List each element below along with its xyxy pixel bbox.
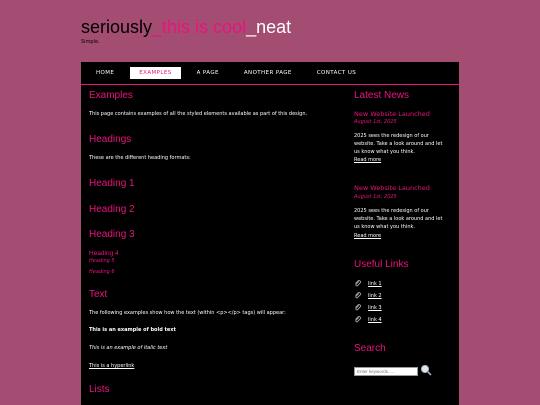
italic-text-example: This is an example of italic text [89, 345, 168, 351]
page-title: Examples [89, 90, 133, 101]
search-icon[interactable] [420, 364, 432, 376]
useful-links-title: Useful Links [354, 259, 409, 270]
logo-part-2: _this is cool [152, 17, 247, 37]
news-date-2: August 1st, 2025 [354, 194, 397, 200]
news-read-more-1[interactable]: Read more [354, 157, 382, 163]
heading-3-example: Heading 3 [89, 229, 135, 240]
heading-5-example: Heading 5 [89, 258, 115, 264]
site-slogan: Simple. [81, 39, 100, 45]
useful-link-label: link 2 [368, 292, 382, 299]
news-title-2: New Website Launched [354, 184, 430, 192]
news-text-1-line1: 2025 sees the redesign of our [354, 133, 429, 139]
useful-link-2[interactable] [354, 292, 382, 299]
news-text-2-line1: 2025 sees the redesign of our [354, 208, 429, 214]
menubar [81, 62, 459, 85]
heading-1-example: Heading 1 [89, 178, 135, 189]
lists-title: Lists [89, 384, 110, 395]
news-read-more-2[interactable]: Read more [354, 233, 382, 239]
useful-link-4[interactable] [354, 316, 382, 323]
search-input[interactable] [354, 367, 418, 376]
site-container [81, 62, 459, 405]
useful-link-3[interactable] [354, 304, 382, 311]
paperclip-icon [354, 316, 361, 323]
logo-part-1: seriously [81, 17, 153, 37]
menu-item-examples[interactable]: EXAMPLES [130, 67, 180, 79]
heading-6-example: Heading 6 [89, 269, 115, 275]
headings-title: Headings [89, 134, 132, 145]
useful-link-label: link 4 [368, 316, 382, 323]
headings-intro: These are the different heading formats: [89, 155, 191, 161]
paperclip-icon [354, 292, 361, 299]
intro-text: This page contains examples of all the styled elements available as part of this design. [89, 111, 308, 117]
paperclip-icon [354, 304, 361, 311]
news-text-1-line2: website. Take a look around and let [354, 141, 443, 147]
news-text-2-line3: us know what you think. [354, 224, 415, 230]
site-logo[interactable] [81, 16, 291, 38]
menu-item-a-page[interactable]: A PAGE [196, 70, 219, 76]
logo-part-3: _neat [246, 17, 292, 37]
useful-link-label: link 1 [368, 280, 382, 287]
heading-4-example: Heading 4 [89, 250, 119, 257]
useful-link-label: link 3 [368, 304, 382, 311]
menu-item-contact-us[interactable]: CONTACT US [316, 70, 357, 76]
news-text-1-line3: us know what you think. [354, 149, 415, 155]
bold-text-example: This is an example of bold text [89, 327, 176, 333]
menu-item-home[interactable]: HOME [96, 70, 115, 76]
useful-link-1[interactable] [354, 280, 382, 287]
search-title: Search [354, 343, 386, 354]
text-intro: The following examples show how the text (within <p></p> tags) will appear: [89, 310, 286, 316]
latest-news-title: Latest News [354, 90, 410, 101]
news-date-1: August 1st, 2025 [354, 119, 397, 125]
menu-item-another-page[interactable]: ANOTHER PAGE [243, 70, 292, 76]
news-title-1: New Website Launched [354, 110, 430, 118]
paperclip-icon [354, 280, 361, 287]
text-title: Text [89, 289, 108, 300]
heading-2-example: Heading 2 [89, 204, 135, 215]
hyperlink-example[interactable]: This is a hyperlink [89, 363, 135, 369]
news-text-2-line2: website. Take a look around and let [354, 216, 443, 222]
